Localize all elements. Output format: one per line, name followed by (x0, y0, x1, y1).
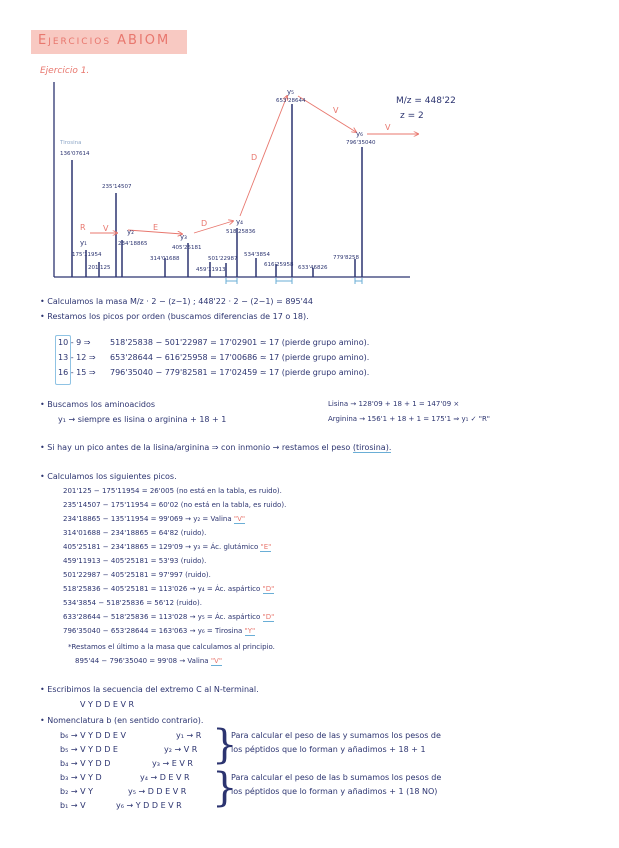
seq-E: E (153, 223, 159, 232)
peak-314-label: 314'01688 (150, 256, 180, 262)
seq-D2: D (251, 153, 258, 162)
peak-235-label: 235'14507 (102, 184, 132, 190)
note-y-line-2: los péptidos que lo forman y añadimos + 18 + 1 (231, 745, 426, 754)
diff-row-2-index: 13 - 12 ⇒ (58, 353, 96, 362)
calc-row-7: 501'22987 − 405'25181 = 97'997 (ruido). (63, 571, 211, 579)
calc-row-5: 405'25181 − 234'18865 = 129'09 → y₃ = Ác. glutámico "E" (63, 543, 272, 551)
peak-779-label: 779'8258 (333, 255, 360, 261)
brace-y: } (212, 722, 238, 768)
seq-R: R (80, 223, 86, 232)
calc-tag-D1: "D" (262, 585, 275, 593)
peak-633-label: 633'46826 (298, 265, 328, 271)
b-row-3: b₃ → V Y D (60, 773, 102, 782)
arginina-calc: Arginina → 156'1 + 18 + 1 = 175'1 ⇒ y₁ ✓ "R" (328, 415, 491, 423)
mass-note: M/z = 448'22 (396, 96, 456, 106)
note-b-line-1: Para calcular el peso de las b sumamos los pesos de (231, 773, 442, 782)
secuencia-heading: • Escribimos la secuencia del extremo C al N-terminal. (40, 685, 259, 694)
y1-value: 175'11954 (72, 252, 102, 258)
brace-b: } (212, 765, 238, 811)
mass-calculation: • Calculamos la masa M/z · 2 − (z−1) ; 448'22 · 2 − (2−1) = 895'44 (40, 297, 313, 306)
lisina-calc: Lisina → 128'09 + 18 + 1 = 147'09 × (328, 400, 460, 408)
y1-label: y₁ (80, 239, 87, 247)
calc-row-3: 234'18865 − 135'11954 = 99'069 → y₂ = Valina "V" (63, 515, 246, 523)
pico-note-text: • Si hay un pico antes de la lisina/arginina ⇒ con inmonio → restamos el peso (40, 443, 351, 452)
diff-marker-1 (226, 278, 237, 284)
y3-value: 405'25181 (172, 245, 202, 251)
diff-row-3: 796'35040 − 779'82581 = 17'02459 ≃ 17 (pierde grupo amino). (110, 368, 370, 377)
peak-616-label: 616'25958 (264, 262, 294, 268)
pico-note (40, 443, 391, 452)
diff-row-1: 518'25838 − 501'22987 = 17'02901 ≃ 17 (pierde grupo amino). (110, 338, 370, 347)
calc-tag-V: "V" (233, 515, 246, 523)
diff-marker-2 (276, 278, 292, 284)
calc-row-9: 534'3854 − 518'25836 = 56'12 (ruido). (63, 599, 202, 607)
calc-row-2: 235'14507 − 175'11954 = 60'02 (no está en la tabla, es ruido). (63, 501, 287, 509)
ultimo-calc: 895'44 − 796'35040 = 99'08 → Valina "V" (75, 657, 223, 665)
note-b-line-2: los péptidos que lo forman y añadimos + 1 (18 NO) (231, 787, 438, 796)
y-row-6: y₆ → Y D D E V R (116, 801, 182, 810)
calc-heading: • Calculamos los siguientes picos. (40, 472, 177, 481)
b-row-2: b₂ → V Y (60, 787, 93, 796)
ultimo-tag: "V" (210, 657, 223, 665)
peak-459-label: 459'11913 (196, 267, 226, 273)
peak-501-label: 501'22987 (208, 256, 238, 262)
pico-note-highlight: (tirosina). (352, 443, 392, 452)
aminoacids-heading: • Buscamos los aminoacidos (40, 400, 156, 409)
diff-marker-3 (355, 278, 362, 284)
b-row-6: b₆ → V Y D D E V (60, 731, 126, 740)
nomenclatura-heading: • Nomenclatura b (en sentido contrario). (40, 716, 204, 725)
calc-row-1: 201'125 − 175'11954 = 26'005 (no está en la tabla, es ruido). (63, 487, 282, 495)
y5-label: y₅ (287, 88, 294, 96)
calc-tag-D2: "D" (262, 613, 275, 621)
exercise-label: Ejercicio 1. (40, 66, 90, 76)
calc-row-10: 633'28644 − 518'25836 = 113'028 → y₅ = Ác. aspártico "D" (63, 613, 275, 621)
y4-value: 518'25836 (226, 229, 256, 235)
arrow-y5-y6 (298, 96, 356, 132)
calc-row-8: 518'25836 − 405'25181 = 113'026 → y₄ = Ác. aspártico "D" (63, 585, 275, 593)
y-row-1: y₁ → R (176, 731, 202, 740)
tirosina-label: Tirosina (60, 140, 82, 146)
diff-row-2: 653'28644 − 616'25958 = 17'00686 ≃ 17 (pierde grupo amino). (110, 353, 370, 362)
y2-label: y₂ (127, 228, 134, 236)
calc-row-6: 459'11913 − 405'25181 = 53'93 (ruido). (63, 557, 207, 565)
seq-D1: D (201, 219, 208, 228)
arrow-y4-y5 (240, 96, 287, 216)
calc-row-11: 796'35040 − 653'28644 = 163'063 → y₆ = Tirosina "Y" (63, 627, 256, 635)
y1-rule: y₁ → siempre es lisina o arginina + 18 + 1 (58, 415, 227, 424)
diff-row-3-index: 16 - 15 ⇒ (58, 368, 96, 377)
y-row-3: y₃ → E V R (152, 759, 193, 768)
y4-label: y₄ (236, 218, 243, 226)
calc-tag-Y: "Y" (244, 627, 256, 635)
b-row-1: b₁ → V (60, 801, 86, 810)
y3-label: y₃ (180, 233, 187, 241)
seq-V2: V (333, 106, 339, 115)
calc-tag-E: "E" (260, 543, 272, 551)
restamos-heading: • Restamos los picos por orden (buscamos diferencias de 17 o 18). (40, 312, 309, 321)
y-row-4: y₄ → D E V R (140, 773, 190, 782)
restamos-ultimo: *Restamos el último a la masa que calculamos al principio. (68, 643, 275, 651)
b-row-5: b₅ → V Y D D E (60, 745, 118, 754)
seq-V1: V (103, 224, 109, 233)
charge-note: z = 2 (400, 111, 424, 121)
y-row-2: y₂ → V R (164, 745, 198, 754)
diff-row-1-index: 10 - 9 ⇒ (58, 338, 91, 347)
y-row-5: y₅ → D D E V R (128, 787, 187, 796)
y6-label: y₆ (356, 130, 363, 138)
tirosina-value: 136'07614 (60, 151, 90, 157)
y5-value: 653'28644 (276, 98, 306, 104)
y6-value: 796'35040 (346, 140, 376, 146)
peak-201-label: 201'125 (88, 265, 111, 271)
calc-row-4: 314'01688 − 234'18865 = 64'82 (ruido). (63, 529, 207, 537)
page-title: Ejercicios ABIOM (38, 33, 171, 48)
seq-V3: V (385, 123, 391, 132)
note-y-line-1: Para calcular el peso de las y sumamos los pesos de (231, 731, 441, 740)
secuencia: V Y D D E V R (80, 700, 135, 709)
y2-value: 234'18865 (118, 241, 148, 247)
peak-534-label: 534'3854 (244, 252, 271, 258)
b-row-4: b₄ → V Y D D (60, 759, 111, 768)
